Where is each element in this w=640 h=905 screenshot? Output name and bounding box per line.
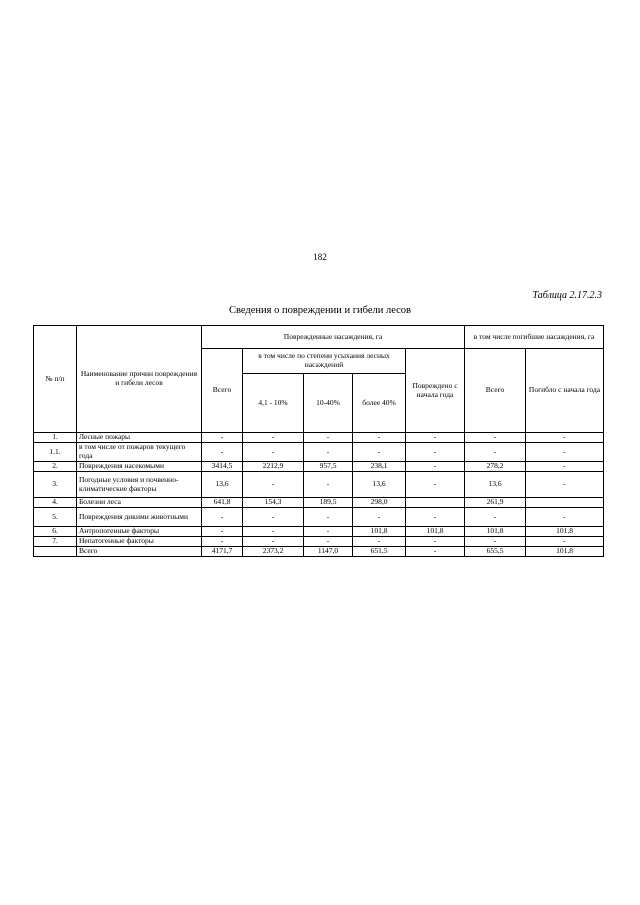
cell-name: Лесные пожары [77, 433, 202, 443]
table-row [34, 537, 604, 547]
cell-num: 7. [34, 537, 77, 547]
cell-dead-since: - [526, 472, 604, 498]
cell-dead-total: - [465, 433, 526, 443]
cell-num: 1. [34, 433, 77, 443]
cell-dead-total: 13,6 [465, 472, 526, 498]
cell-num: 4. [34, 498, 77, 508]
cell-deg2: - [304, 472, 353, 498]
cell-name: Погодные условия и почвенно-климатические факторы [77, 472, 202, 498]
cell-name: Повреждения насекомыми [77, 462, 202, 472]
table-row [34, 462, 604, 472]
header-damaged-since: Повреждено с начала года [406, 349, 465, 433]
cell-deg1: 2373,2 [243, 547, 304, 557]
header-name: Наименование причин повреждения и гибели лесов [77, 326, 202, 433]
cell-total: 13,6 [202, 472, 243, 498]
cell-dead-since: - [526, 462, 604, 472]
cell-deg2: - [304, 508, 353, 527]
cell-deg3: - [353, 443, 406, 462]
header-total: Всего [202, 349, 243, 433]
cell-deg2: - [304, 527, 353, 537]
cell-dead-since: - [526, 508, 604, 527]
cell-dead-total: 655,5 [465, 547, 526, 557]
cell-deg2: - [304, 433, 353, 443]
table-body [34, 433, 604, 557]
cell-name: Непатогенные факторы [77, 537, 202, 547]
cell-total: - [202, 508, 243, 527]
table-row-total [34, 547, 604, 557]
cell-deg3: 101,8 [353, 527, 406, 537]
cell-name: Антропогенные факторы [77, 527, 202, 537]
cell-deg2: - [304, 537, 353, 547]
cell-damaged-since: - [406, 537, 465, 547]
table-row [34, 443, 604, 462]
cell-dead-total: 278,2 [465, 462, 526, 472]
cell-dead-since: 101,8 [526, 527, 604, 537]
cell-deg1: - [243, 508, 304, 527]
cell-deg1: 154,3 [243, 498, 304, 508]
header-dead-since: Погибло с начала года [526, 349, 604, 433]
cell-total: 3414,5 [202, 462, 243, 472]
cell-dead-total: - [465, 508, 526, 527]
cell-deg3: - [353, 433, 406, 443]
cell-num: 6. [34, 527, 77, 537]
cell-deg1: - [243, 527, 304, 537]
cell-deg3: - [353, 537, 406, 547]
cell-num: 5. [34, 508, 77, 527]
cell-total: - [202, 527, 243, 537]
cell-deg2: 189,5 [304, 498, 353, 508]
cell-deg1: - [243, 472, 304, 498]
cell-deg3: - [353, 508, 406, 527]
cell-name: Повреждения дикими животными [77, 508, 202, 527]
cell-deg1: - [243, 537, 304, 547]
cell-deg3: 13,6 [353, 472, 406, 498]
cell-dead-since: 101,8 [526, 547, 604, 557]
table-header [34, 326, 604, 433]
cell-deg3: 651,5 [353, 547, 406, 557]
table-row [34, 433, 604, 443]
cell-dead-total: - [465, 537, 526, 547]
cell-damaged-since: 101,8 [406, 527, 465, 537]
cell-damaged-since: - [406, 547, 465, 557]
header-dead-total: Всего [465, 349, 526, 433]
cell-num [34, 547, 77, 557]
page-number: 182 [313, 252, 327, 262]
cell-deg2: 1147,0 [304, 547, 353, 557]
cell-damaged-since: - [406, 443, 465, 462]
header-num: № п/п [34, 326, 77, 433]
cell-total: - [202, 443, 243, 462]
cell-name: в том числе от пожаров текущего года [77, 443, 202, 462]
table-row [34, 527, 604, 537]
cell-total: 641,8 [202, 498, 243, 508]
cell-damaged-since: - [406, 433, 465, 443]
header-deg1: 4,1 - 10% [243, 374, 304, 433]
header-deg3: более 40% [353, 374, 406, 433]
cell-damaged-since [406, 498, 465, 508]
header-deg2: 10-40% [304, 374, 353, 433]
cell-total: - [202, 537, 243, 547]
table-row [34, 472, 604, 498]
cell-deg2: 957,5 [304, 462, 353, 472]
cell-deg3: 238,1 [353, 462, 406, 472]
table-label: Таблица 2.17.2.3 [532, 290, 602, 301]
cell-dead-total: 261,9 [465, 498, 526, 508]
cell-damaged-since: - [406, 462, 465, 472]
cell-damaged-since: - [406, 472, 465, 498]
damage-table [33, 325, 604, 557]
cell-name: Болезни леса [77, 498, 202, 508]
header-group-damaged: Поврежденные насаждения, га [202, 326, 465, 349]
cell-total: - [202, 433, 243, 443]
cell-dead-since: - [526, 443, 604, 462]
table-row [34, 508, 604, 527]
cell-dead-total: - [465, 443, 526, 462]
table-title: Сведения о повреждении и гибели лесов [228, 305, 412, 316]
cell-dead-since: - [526, 537, 604, 547]
cell-num: 2. [34, 462, 77, 472]
cell-dead-since: - [526, 433, 604, 443]
cell-deg2: - [304, 443, 353, 462]
cell-deg1: - [243, 443, 304, 462]
cell-deg3: 298,0 [353, 498, 406, 508]
header-subgroup-degree: в том числе по степени усыхания лесных насаждений [243, 349, 406, 374]
table-row [34, 498, 604, 508]
cell-name: Всего [77, 547, 202, 557]
cell-dead-total: 101,8 [465, 527, 526, 537]
cell-deg1: - [243, 433, 304, 443]
cell-total: 4171,7 [202, 547, 243, 557]
cell-deg1: 2212,9 [243, 462, 304, 472]
cell-num: 3. [34, 472, 77, 498]
cell-damaged-since: - [406, 508, 465, 527]
header-group-dead: в том числе погибшие насаждения, га [465, 326, 604, 349]
cell-dead-since [526, 498, 604, 508]
cell-num: 1.1. [34, 443, 77, 462]
